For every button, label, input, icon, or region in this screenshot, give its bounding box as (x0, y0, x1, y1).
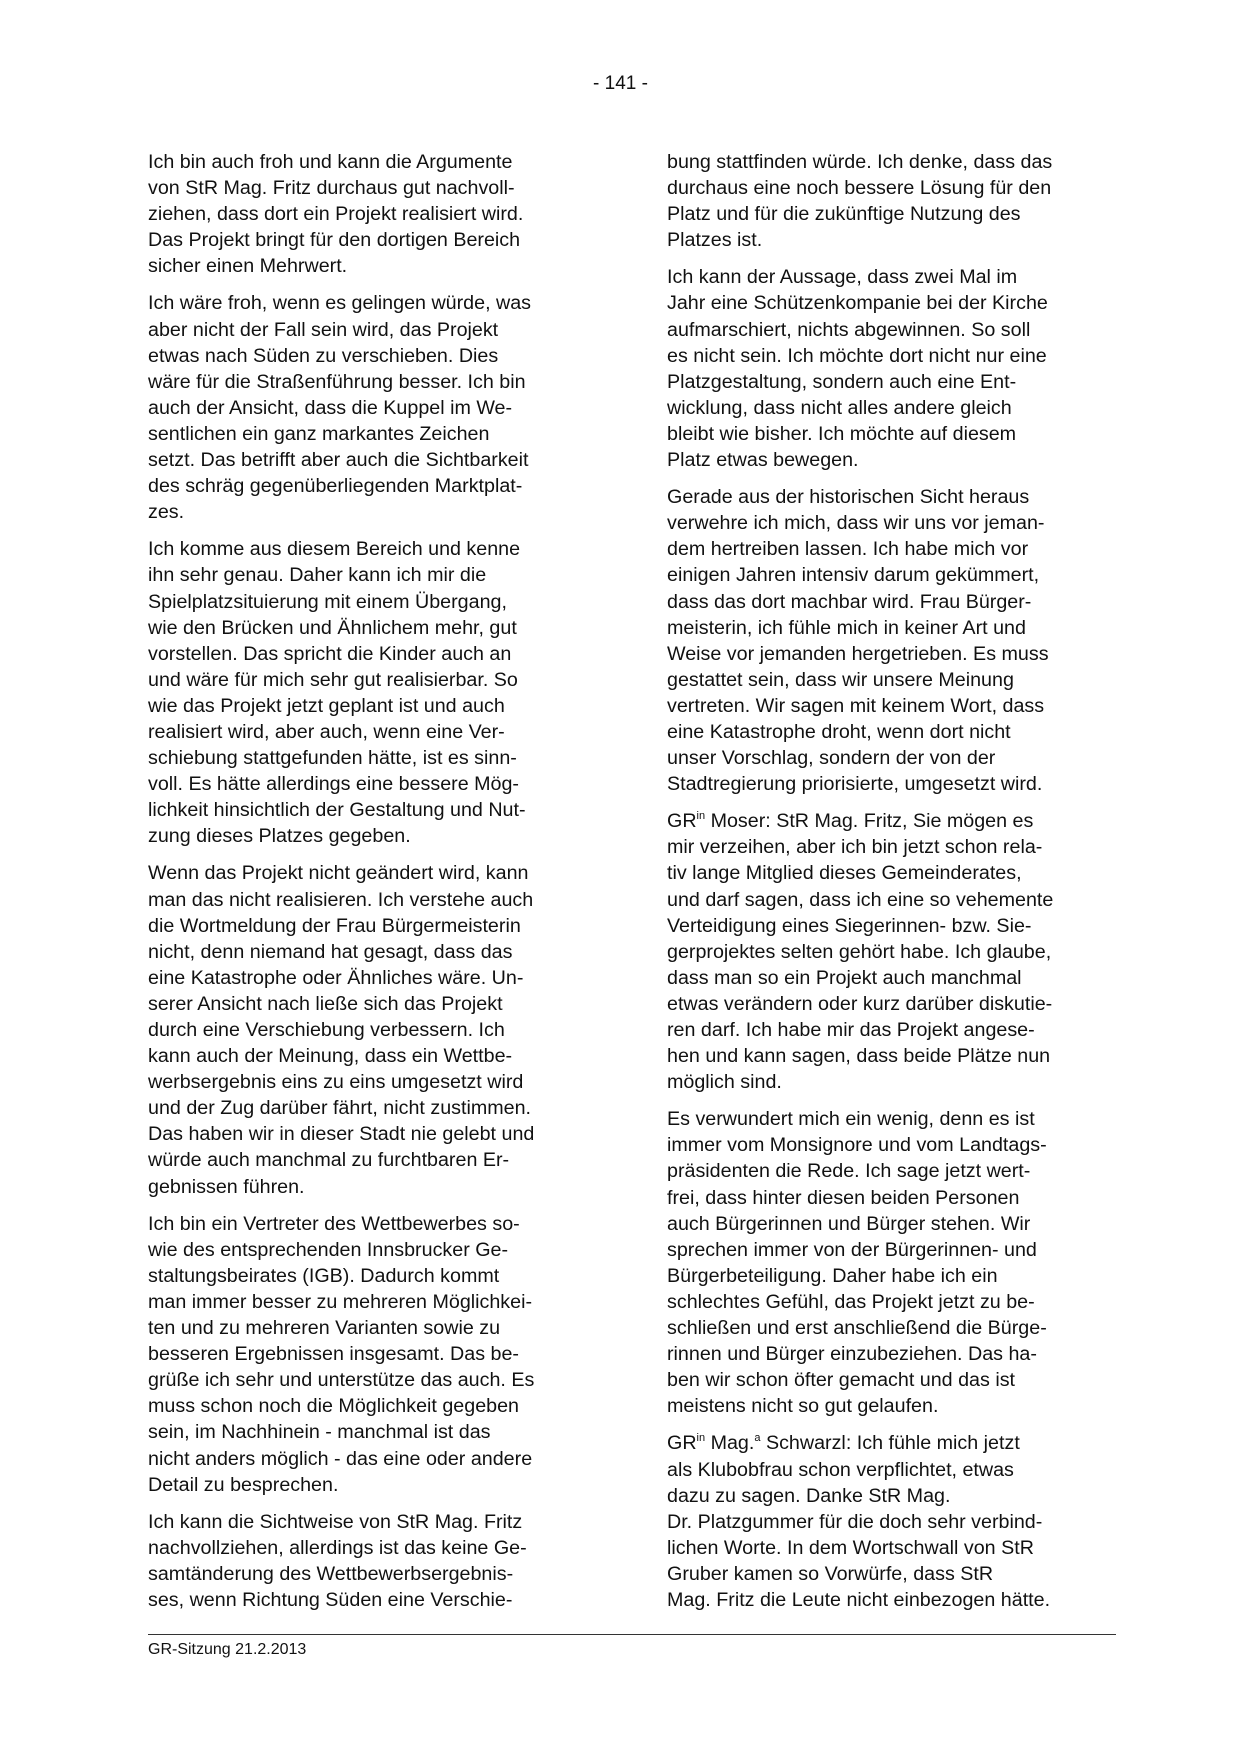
footer-session-label: GR-Sitzung 21.2.2013 (148, 1641, 307, 1658)
paragraph: Ich kann die Sichtweise von StR Mag. Fritz nachvollziehen, allerdings ist das keine Ge- samtänderung des Wettbewerbsergebnis- ses, wenn Richtung Süden eine Verschie- (148, 1510, 527, 1611)
speaker-name: Moser (705, 810, 766, 833)
speaker-title-suffix: in (696, 809, 706, 822)
paragraph: Gerade aus der historischen Sicht heraus verwehre ich mich, dass wir uns vor jeman- dem hertreiben lassen. Ich habe mich vor einigen Jahren intensiv darum gekümmert, dass das dort machbar wird. Frau Bürger- meisterin, ich fühle mich in keiner Art und Weise vor jemanden hergetrieben. Es muss gestattet sein, dass wir unsere Meinung vertreten. Wir sagen mit keinem Wort, dass eine Katastrophe droht, wenn dort nicht unser Vorschlag, sondern der von der Stadtregierung priorisierte, umgesetzt wird. (667, 486, 1049, 796)
paragraph: Wenn das Projekt nicht geändert wird, kann man das nicht realisieren. Ich verstehe auch die Wortmeldung der Frau Bürgermeisterin nicht, denn niemand hat gesagt, dass das eine Katastrophe oder Ähnliches wäre. Un- serer Ansicht nach ließe sich das Projekt durch eine Verschiebung verbessern. Ich kann auch der Meinung, dass ein Wettbe- werbsergebnis eins zu eins umgesetzt wird und der Zug darüber fährt, nicht zustimmen. Das haben wir in dieser Stadt nie gelebt und würde auch manchmal zu furchtbaren Er- gebnissen führen. (148, 862, 535, 1198)
speech-text: : Ich fühle mich jetzt als Klubobfrau schon verpflichtet, etwas dazu zu sagen. Danke StR Mag. Dr. Platzgummer für die doch sehr verbind- lichen Worte. In dem Wortschwall von StR Gruber kamen so Vorwürfe, dass StR Mag. Fritz die Leute nicht einbezogen hätte. (667, 1432, 1051, 1611)
right-column (667, 149, 1115, 1613)
paragraph: Ich komme aus diesem Bereich und kenne ihn sehr genau. Daher kann ich mir die Spielplatzsituierung mit einem Übergang, wie den Brücken und Ähnlichem mehr, gut vorstellen. Das spricht die Kinder auch an und wäre für mich sehr gut realisierbar. So wie das Projekt jetzt geplant ist und auch realisiert wird, aber auch, wenn eine Ver- schiebung stattgefunden hätte, ist es sinn- voll. Es hätte allerdings eine bessere Mög- lichkeit hinsichtlich der Gestaltung und Nut- zung dieses Platzes gegeben. (148, 538, 526, 848)
paragraph: Ich bin auch froh und kann die Argumente von StR Mag. Fritz durchaus gut nachvoll- ziehen, dass dort ein Projekt realisiert wird. Das Projekt bringt für den dortigen Bereich sicher einen Mehrwert. (148, 151, 524, 278)
speaker-degree-suffix: a (754, 1431, 761, 1444)
speaker-moser (667, 810, 765, 832)
left-column (148, 149, 596, 1613)
speech-schwarzl (667, 1430, 1115, 1613)
page-number: - 141 - (593, 73, 648, 94)
speaker-name: Schwarzl (760, 1432, 846, 1455)
speaker-title: GR (667, 810, 697, 833)
paragraph: Ich wäre froh, wenn es gelingen würde, was aber nicht der Fall sein wird, das Projekt etwas nach Süden zu verschieben. Dies wäre für die Straßenführung besser. Ich bin auch der Ansicht, dass die Kuppel im We- sentlichen ein ganz markantes Zeichen setzt. Das betrifft aber auch die Sichtbarkeit des schräg gegenüberliegenden Marktplat- zes. (148, 292, 532, 524)
paragraph: bung stattfinden würde. Ich denke, dass das durchaus eine noch bessere Lösung für den Platz und für die zukünftige Nutzung des Platzes ist. (667, 151, 1053, 252)
paragraph: Es verwundert mich ein wenig, denn es ist immer vom Monsignore und vom Landtags- präsidenten die Rede. Ich sage jetzt wert- frei, dass hinter diesen beiden Personen auch Bürgerinnen und Bürger stehen. Wir sprechen immer von der Bürgerinnen- und Bürgerbeteiligung. Daher habe ich ein schlechtes Gefühl, das Projekt jetzt zu be- schließen und erst anschließend die Bürge- rinnen und Bürger einzubeziehen. Das ha- ben wir schon öfter gemacht und das ist meistens nicht so gut gelaufen. (667, 1108, 1047, 1418)
speaker-degree: Mag. (705, 1432, 755, 1455)
speech-moser (667, 808, 1115, 1095)
paragraph: Ich kann der Aussage, dass zwei Mal im Jahr eine Schützenkompanie bei der Kirche aufmarschiert, nichts abgewinnen. So soll es nicht sein. Ich möchte dort nicht nur eine Platzgestaltung, sondern auch eine Ent- wicklung, dass nicht alles andere gleich bleibt wie bisher. Ich möchte auf diesem Platz etwas bewegen. (667, 266, 1048, 472)
speaker-title-suffix: in (696, 1431, 706, 1444)
speech-text: : StR Mag. Fritz, Sie mögen es mir verzeihen, aber ich bin jetzt schon rela- tiv lange Mitglied dieses Gemeinderates, und darf sagen, dass ich eine so vehemente Verteidigung eines Siegerinnen- bzw. Sie- gerprojektes selten gehört habe. Ich glaube, dass man so ein Projekt auch manchmal etwas verändern oder kurz darüber diskutie- ren darf. Ich habe mir das Projekt angese- hen und kann sagen, dass beide Plätze nun möglich sind. (667, 810, 1054, 1094)
speaker-title: GR (667, 1432, 697, 1455)
speaker-schwarzl (667, 1432, 846, 1454)
footer-divider (148, 1634, 1116, 1635)
paragraph: Ich bin ein Vertreter des Wettbewerbes so- wie des entsprechenden Innsbrucker Ge- staltungsbeirates (IGB). Dadurch kommt man immer besser zu mehreren Möglichkei- ten und zu mehreren Varianten sowie zu besseren Ergebnissen insgesamt. Das be- grüße ich sehr und unterstütze das auch. Es muss schon noch die Möglichkeit gegeben sein, im Nachhinein - manchmal ist das nicht anders möglich - das eine oder andere Detail zu besprechen. (148, 1212, 535, 1496)
